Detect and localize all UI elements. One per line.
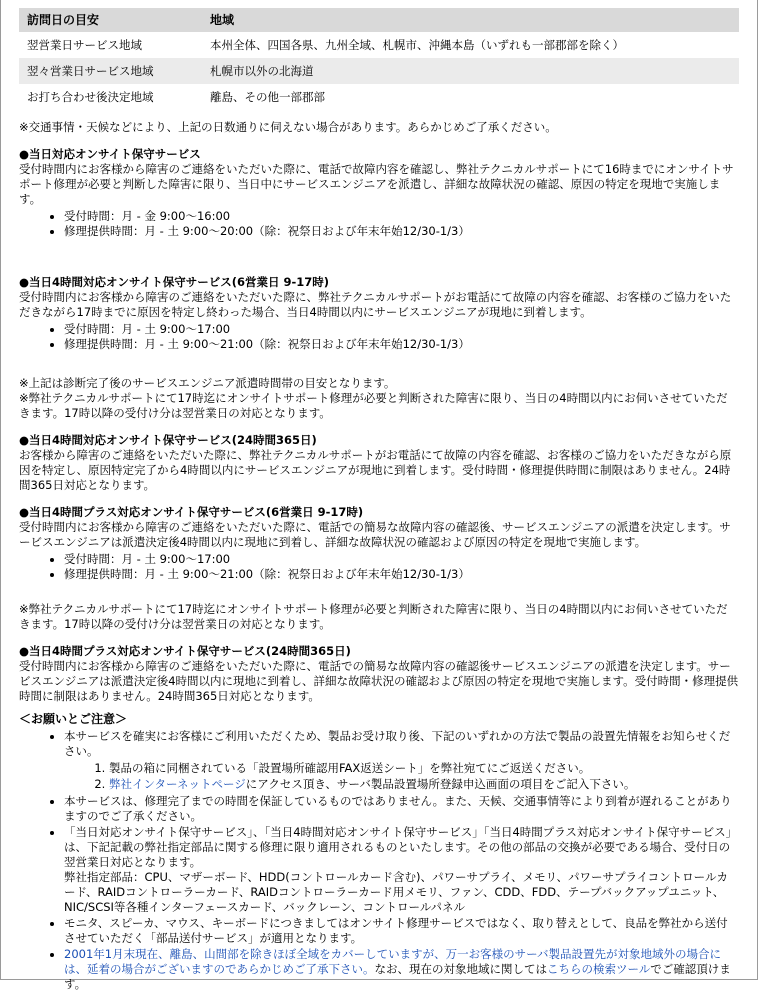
section-title: ●当日4時間対応オンサイト保守サービス(24時間365日) bbox=[19, 433, 317, 447]
table-cell: 翌営業日サービス地域 bbox=[27, 37, 142, 52]
list-item: • 受付時間：月 - 土 9:00～17:00 bbox=[64, 552, 739, 567]
company-webpage-link[interactable]: 弊社インターネットページ bbox=[109, 777, 246, 791]
table-row bbox=[19, 58, 739, 84]
hours-list bbox=[19, 552, 739, 582]
section-body: 受付時間内にお客様から障害のご連絡をいただいた際に、電話での簡易な故障内容の確認後サービスエンジニアの派遣を決定します。サービスエンジニアは派遣決定後4時間以内に現地に到着し、詳細な故障状況の確認および原因の特定を現地で実施します。受付時間・修理提供時間に制限はありません。24時間365日対応となります。 bbox=[19, 659, 739, 703]
service-area-table bbox=[19, 8, 739, 110]
list-item bbox=[64, 729, 739, 792]
table-cell: 翌々営業日サービス地域 bbox=[19, 58, 202, 84]
designated-parts: 弊社指定部品：CPU、マザーボード、HDD(コントロールカード含む)、パワーサプライ、メモリ、パワーサプライコントロールカード、RAIDコントローラーカード、RAIDコントローラーカード用メモリ、ファン、CDD、FDD、テープバックアップユニット、NIC/SCSI等各種インターフェースカード、バックレーン、コントロールパネル bbox=[64, 870, 728, 914]
table-cell: 離島、その他一部郡部 bbox=[210, 89, 325, 104]
section-body: 受付時間内にお客様から障害のご連絡をいただいた際に、弊社テクニカルサポートがお電話にて故障の内容を確認、お客様のご協力をいただきながら17時までに原因を特定し終わった場合、当日4時間以内にサービスエンジニアが現地に到着します。 bbox=[19, 290, 732, 319]
hours-list bbox=[19, 209, 739, 239]
submission-methods bbox=[64, 761, 739, 792]
search-tool-link[interactable]: こちらの検索ツール bbox=[547, 962, 651, 976]
table-cell: 本州全体、四国各県、九州全域、札幌市、沖縄本島（いずれも一部郡部を除く） bbox=[210, 37, 624, 52]
table-header-row bbox=[19, 8, 739, 32]
column-header: 地域 bbox=[202, 8, 739, 32]
list-item bbox=[64, 825, 739, 915]
section-title: ●当日対応オンサイト保守サービス bbox=[19, 147, 201, 161]
list-item: • 本サービスは、修理完了までの時間を保証しているものではありません。また、天候、交通事情等により到着が遅れることがありますのでご了承ください。 bbox=[64, 794, 739, 824]
list-item: • 修理提供時間：月 - 土 9:00～20:00（除：祝祭日および年末年始12/30-1/3） bbox=[64, 224, 739, 239]
list-item: • 修理提供時間：月 - 土 9:00～21:00（除：祝祭日および年末年始12/30-1/3） bbox=[64, 337, 739, 352]
list-item: • 受付時間：月 - 土 9:00～17:00 bbox=[64, 322, 739, 337]
caution-text: 「当日対応オンサイト保守サービス」、「当日4時間対応オンサイト保守サービス」「当日4時間プラス対応オンサイト保守サービス」は、下記記載の弊社指定部品に関する修理に限り適用されるものといたします。その他の部品の交換が必要である場合、受付日の翌営業日対応となります。 bbox=[64, 825, 738, 869]
note-text: ※弊社テクニカルサポートにて17時迄にオンサイトサポート修理が必要と判断された障害に限り、当日の4時間以内にお伺いさせていただきます。17時以降の受付け分は翌営業日の対応となります。 bbox=[19, 391, 728, 420]
note-text: ※上記は診断完了後のサービスエンジニア派遣時間帯の目安となります。 bbox=[19, 376, 396, 390]
list-item bbox=[64, 947, 739, 992]
list-item: • モニタ、スピーカ、マウス、キーボードにつきましてはオンサイト修理サービスではなく、取り替えとして、良品を弊社から送付させていただく「部品送付サービス」が適用となります。 bbox=[64, 916, 739, 946]
list-item: • 修理提供時間：月 - 土 9:00～21:00（除：祝祭日および年末年始12/30-1/3） bbox=[64, 567, 739, 582]
list-item bbox=[109, 777, 739, 792]
section-body: お客様から障害のご連絡をいただいた際に、弊社テクニカルサポートがお電話にて故障の内容を確認、お客様のご協力をいただきながら原因を特定し、原因特定完了から4時間以内にサービスエンジニアが現地に到着します。受付時間・修理提供時間に制限はありません。24時間365日対応となります。 bbox=[19, 448, 732, 492]
table-row bbox=[19, 32, 739, 58]
caution-text: なお、現在の対象地域に関しては bbox=[374, 962, 547, 976]
table-cell: お打ち合わせ後決定地域 bbox=[27, 89, 154, 104]
list-item: 1. 製品の箱に同梱されている「設置場所確認用FAX返送シート」を弊社宛てにご返送ください。 bbox=[109, 761, 739, 776]
column-header: 訪問日の目安 bbox=[19, 8, 202, 32]
hours-list bbox=[19, 322, 739, 352]
section-body: 受付時間内にお客様から障害のご連絡をいただいた際に、電話での簡易な故障内容の確認後、サービスエンジニアの派遣を決定します。サービスエンジニアは派遣決定後4時間以内に現地に到着し、詳細な故障状況の確認および原因の特定を現地で実施します。 bbox=[19, 520, 731, 549]
table-row bbox=[19, 84, 739, 110]
list-item: • 受付時間：月 - 金 9:00～16:00 bbox=[64, 209, 739, 224]
coverage-info-link[interactable]: 2001年1月末現在、離島、山間部を除きほぼ全域をカバーしていますが、万一お客様のサーバ製品設置先が対象地域外の場合には、延着の場合がございますのであらかじめご了承下さい。 bbox=[64, 947, 722, 976]
section-title: ●当日4時間対応オンサイト保守サービス(6営業日 9-17時) bbox=[19, 275, 330, 289]
caution-text: 本サービスを確実にお客様にご利用いただくため、製品お受け取り後、下記のいずれかの方法で製品の設置先情報をお知らせください。 bbox=[64, 729, 731, 758]
traffic-note: ※交通事情・天候などにより、上記の日数通りに伺えない場合があります。あらかじめご了承ください。 bbox=[19, 120, 557, 134]
table-cell: 札幌市以外の北海道 bbox=[202, 58, 739, 84]
caution-text: でご確認頂けます。 bbox=[64, 962, 731, 991]
section-title: ●当日4時間プラス対応オンサイト保守サービス(6営業日 9-17時) bbox=[19, 505, 364, 519]
caution-title: ＜お願いとご注意＞ bbox=[19, 712, 128, 726]
caution-text: にアクセス頂き、サーバ製品設置場所登録申込画面の項目をご記入下さい。 bbox=[245, 777, 636, 791]
section-title: ●当日4時間プラス対応オンサイト保守サービス(24時間365日) bbox=[19, 644, 351, 658]
caution-list bbox=[19, 729, 739, 992]
note-text: ※弊社テクニカルサポートにて17時迄にオンサイトサポート修理が必要と判断された障害に限り、当日の4時間以内にお伺いさせていただきます。17時以降の受付け分は翌営業日の対応となります。 bbox=[19, 602, 728, 631]
section-body: 受付時間内にお客様から障害のご連絡をいただいた際に、電話で故障内容を確認し、弊社テクニカルサポートにて16時までにオンサイトサポート修理が必要と判断した障害に限り、当日中にサービスエンジニアを派遣し、詳細な故障状況の確認、原因の特定を現地で実施します。 bbox=[19, 162, 734, 206]
